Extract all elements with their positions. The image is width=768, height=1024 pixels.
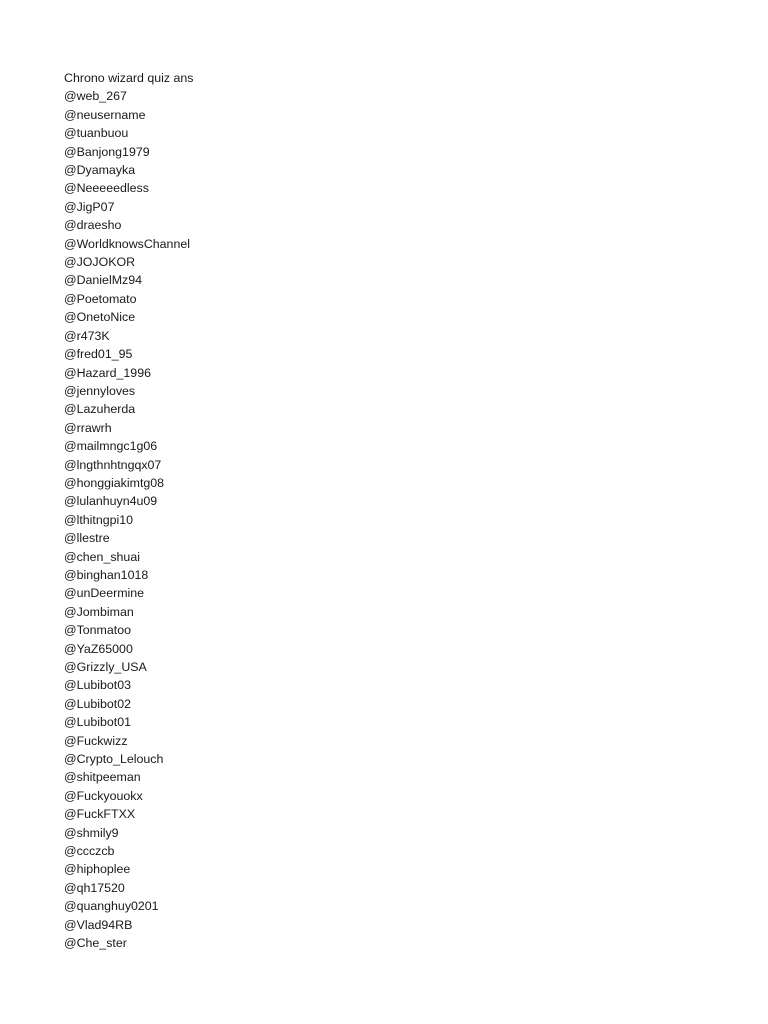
handle-line: @jennyloves [64, 383, 136, 398]
handle-line: @Crypto_Lelouch [64, 752, 164, 767]
handle-line: @unDeermine [64, 586, 145, 601]
handle-line: @JigP07 [64, 199, 115, 214]
handle-line: @hiphoplee [64, 862, 131, 877]
handle-line: @Che_ster [64, 936, 127, 951]
handle-line: @neusername [64, 107, 146, 122]
handle-line: @qh17520 [64, 880, 125, 895]
handle-line: @Dyamayka [64, 163, 136, 178]
handle-line: @chen_shuai [64, 549, 140, 564]
handle-line: @YaZ65000 [64, 641, 133, 656]
handle-line: @Hazard_1996 [64, 365, 151, 380]
handle-line: @fred01_95 [64, 347, 133, 362]
handle-line: @lulanhuyn4u09 [64, 494, 158, 509]
handle-line: @llestre [64, 531, 110, 546]
handle-line: @Lubibot03 [64, 678, 132, 693]
handle-line: @JOJOKOR [64, 255, 136, 270]
handle-line: @quanghuy0201 [64, 899, 159, 914]
handle-line: @Jombiman [64, 604, 134, 619]
handle-line: @binghan1018 [64, 567, 149, 582]
handle-line: @shmily9 [64, 825, 119, 840]
handle-line: @WorldknowsChannel [64, 236, 190, 251]
handle-line: @Lubibot02 [64, 696, 132, 711]
handle-line: @FuckFTXX [64, 807, 136, 822]
handle-line: @web_267 [64, 89, 127, 104]
handle-list [64, 87, 704, 952]
handle-line: @Vlad94RB [64, 917, 133, 932]
handle-line: @Tonmatoo [64, 623, 131, 638]
handle-line: @DanielMz94 [64, 273, 143, 288]
handle-line: @lthitngpi10 [64, 512, 134, 527]
handle-line: @Poetomato [64, 291, 137, 306]
handle-line: @Lazuherda [64, 402, 136, 417]
handle-line: @draesho [64, 218, 122, 233]
handle-line: @honggiakimtg08 [64, 475, 165, 490]
handle-line: @r473K [64, 328, 110, 343]
handle-line: @Fuckwizz [64, 733, 128, 748]
handle-line: @shitpeeman [64, 770, 141, 785]
handle-line: @tuanbuou [64, 126, 129, 141]
handle-line: @lngthnhtngqx07 [64, 457, 162, 472]
handle-line: @OnetoNice [64, 310, 136, 325]
handle-line: @rrawrh [64, 420, 112, 435]
handle-line: @Neeeeedless [64, 181, 149, 196]
handle-line: @mailmngc1g06 [64, 439, 158, 454]
handle-line: @Grizzly_USA [64, 660, 147, 674]
document-body [64, 69, 704, 953]
handle-line: @Lubibot01 [64, 715, 132, 730]
handle-line: @Fuckyouokx [64, 788, 143, 803]
handle-line: @Banjong1979 [64, 144, 150, 159]
document-title: Chrono wizard quiz ans [64, 71, 194, 85]
handle-line: @ccczcb [64, 844, 115, 859]
